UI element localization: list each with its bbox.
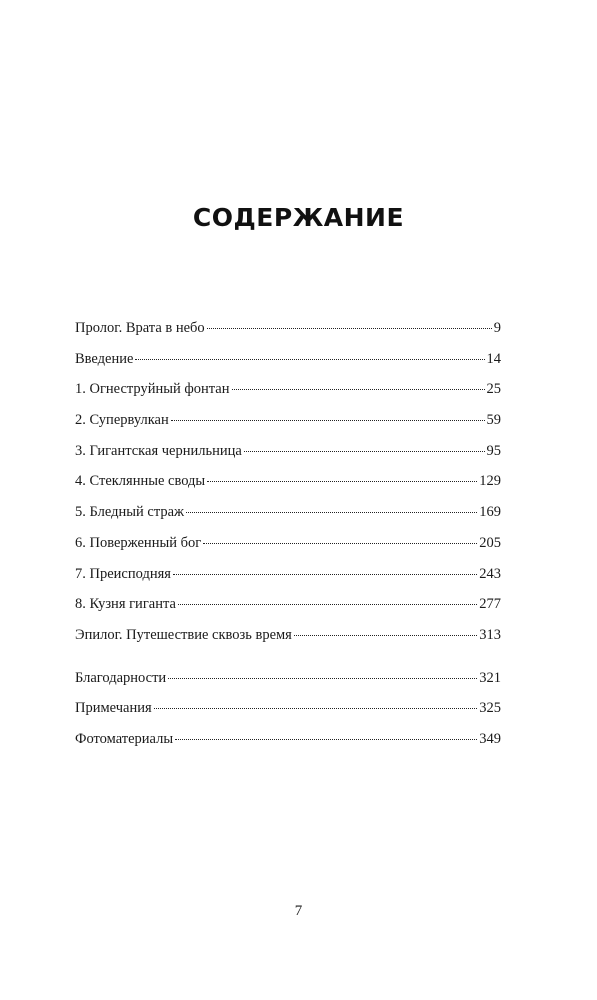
toc-entry-page: 14 <box>486 350 501 367</box>
toc-entry-page: 277 <box>479 596 501 613</box>
toc-leader-dots <box>178 604 477 605</box>
toc-leader-dots <box>232 389 485 390</box>
toc-entry[interactable] <box>75 594 501 625</box>
toc-leader-dots <box>207 481 477 482</box>
toc-leader-dots <box>244 451 485 452</box>
toc-entry-page: 325 <box>479 700 501 717</box>
toc-leader-dots <box>186 512 477 513</box>
toc-entry[interactable] <box>75 502 501 533</box>
toc-entry[interactable] <box>75 318 501 349</box>
toc-leader-dots <box>173 574 477 575</box>
toc-entry-label: 5. Бледный страж <box>75 504 185 521</box>
toc-entry-label: Пролог. Врата в небо <box>75 320 205 336</box>
toc-entry-label: 3. Гигантская чернильница <box>75 442 242 459</box>
toc-entry[interactable] <box>75 668 501 699</box>
toc-entry-page: 169 <box>479 504 501 521</box>
toc-entry-label: Благодарности <box>75 669 167 686</box>
toc-entry-label: 1. Огнеструйный фонтан <box>75 381 230 398</box>
toc-leader-dots <box>171 420 485 421</box>
toc-entry[interactable] <box>75 441 501 472</box>
toc-entry-page: 9 <box>493 320 501 336</box>
toc-leader-dots <box>294 635 477 636</box>
page-title: СОДЕРЖАНИЕ <box>192 203 405 232</box>
toc-entry-page: 313 <box>479 626 501 643</box>
toc-leader-dots <box>135 359 484 360</box>
toc-entry-page: 129 <box>479 473 501 490</box>
toc-leader-dots <box>168 678 477 679</box>
toc-leader-dots <box>203 543 477 544</box>
toc-entry[interactable] <box>75 349 501 380</box>
toc-entry-label: 6. Поверженный бог <box>75 534 202 551</box>
table-of-contents <box>75 318 501 760</box>
toc-entry[interactable] <box>75 410 501 441</box>
toc-entry-label: 2. Супервулкан <box>75 412 169 429</box>
toc-entry-label: 4. Стеклянные своды <box>75 473 206 490</box>
toc-entry-page: 95 <box>486 442 501 459</box>
toc-entry[interactable] <box>75 379 501 410</box>
toc-entry-page: 243 <box>479 565 501 582</box>
toc-leader-dots <box>175 739 477 740</box>
toc-entry-label: Эпилог. Путешествие сквозь время <box>75 626 292 643</box>
toc-entry-page: 59 <box>486 412 501 429</box>
toc-entry[interactable] <box>75 625 501 656</box>
toc-entry[interactable] <box>75 729 501 760</box>
toc-entry[interactable] <box>75 471 501 502</box>
toc-entry[interactable] <box>75 533 501 564</box>
toc-entry-label: 8. Кузня гиганта <box>75 596 176 613</box>
toc-entry-label: Фотоматериалы <box>75 730 174 747</box>
toc-leader-dots <box>154 708 478 709</box>
page-number: 7 <box>294 903 303 919</box>
toc-leader-dots <box>207 328 492 329</box>
toc-entry-page: 349 <box>479 730 501 747</box>
toc-entry-label: 7. Преисподняя <box>75 565 171 582</box>
toc-entry[interactable] <box>75 698 501 729</box>
toc-entry-page: 25 <box>486 381 501 398</box>
toc-entry-label: Примечания <box>75 700 152 717</box>
toc-entry-label: Введение <box>75 350 134 367</box>
toc-entry-page: 205 <box>479 534 501 551</box>
toc-entry-page: 321 <box>479 669 501 686</box>
toc-entry[interactable] <box>75 564 501 595</box>
